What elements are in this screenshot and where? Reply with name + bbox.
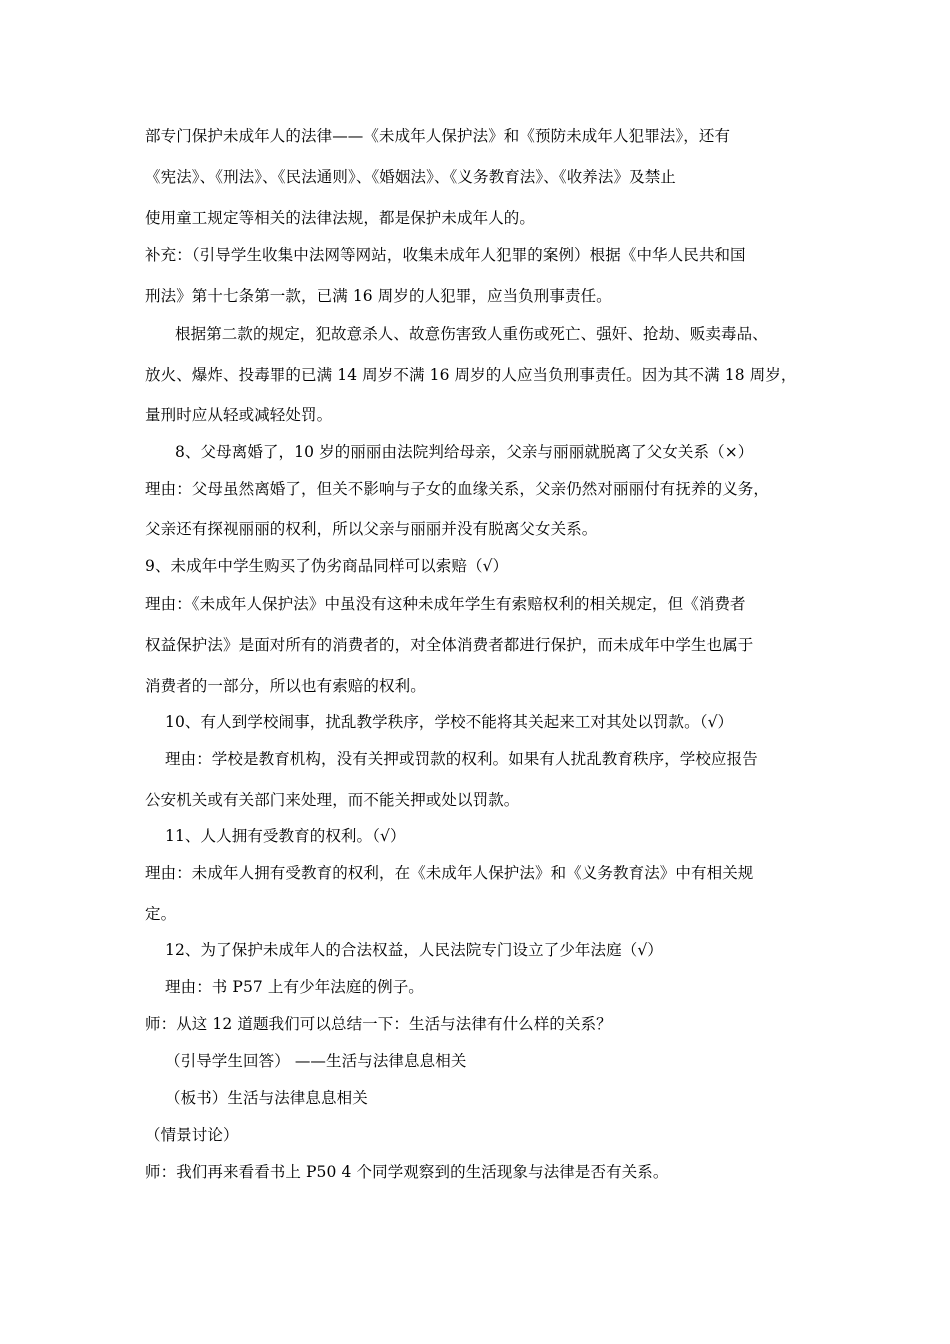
text-line-1: 部专门保护未成年人的法律——《未成年人保护法》和《预防未成年人犯罪法》，还有	[145, 127, 731, 145]
text-line-19: 11、人人拥有受教育的权利。（√）	[165, 827, 406, 845]
text-line-17: 理由：学校是教育机构，没有关押或罚款的权利。如果有人扰乱教育秩序，学校应报告	[165, 750, 758, 768]
text-line-22: 12、为了保护未成年人的合法权益，人民法院专门设立了少年法庭（√）	[165, 941, 663, 959]
text-line-4: 补充：（引导学生收集中法网等网站，收集未成年人犯罪的案例）根据《中华人民共和国	[145, 246, 746, 264]
text-line-7: 放火、爆炸、投毒罪的已满 14 周岁不满 16 周岁的人应当负刑事责任。因为其不满 18 周岁，	[145, 366, 797, 384]
text-line-15: 消费者的一部分，所以也有索赔的权利。	[145, 677, 426, 695]
text-line-8: 量刑时应从轻或减轻处罚。	[145, 406, 333, 424]
text-line-9: 8、父母离婚了，10 岁的丽丽由法院判给母亲，父亲与丽丽就脱离了父女关系（×）	[175, 443, 754, 461]
text-line-27: （情景讨论）	[145, 1126, 239, 1144]
text-line-6: 根据第二款的规定，犯故意杀人、故意伤害致人重伤或死亡、强奸、抢劫、贩卖毒品、	[175, 325, 768, 343]
text-line-12: 9、未成年中学生购买了伪劣商品同样可以索赔（√）	[145, 557, 509, 575]
text-line-16: 10、有人到学校闹事，扰乱教学秩序，学校不能将其关起来工对其处以罚款。（√）	[165, 713, 734, 731]
text-line-24: 师：从这 12 道题我们可以总结一下：生活与法律有什么样的关系？	[145, 1015, 612, 1033]
text-line-26: （板书）生活与法律息息相关	[165, 1089, 368, 1107]
text-line-20: 理由：未成年人拥有受教育的权利，在《未成年人保护法》和《义务教育法》中有相关规	[145, 864, 754, 882]
text-line-23: 理由：书 P57 上有少年法庭的例子。	[165, 978, 424, 996]
text-line-28: 师：我们再来看看书上 P50 4 个同学观察到的生活现象与法律是否有关系。	[145, 1163, 669, 1181]
text-line-2: 《宪法》、《刑法》、《民法通则》、《婚姻法》、《义务教育法》、《收养法》及禁止	[145, 168, 676, 186]
text-line-13: 理由：《未成年人保护法》中虽没有这种未成年学生有索赔权利的相关规定，但《消费者	[145, 595, 746, 613]
text-line-11: 父亲还有探视丽丽的权利，所以父亲与丽丽并没有脱离父女关系。	[145, 520, 598, 538]
text-line-21: 定。	[145, 905, 177, 923]
text-line-10: 理由：父母虽然离婚了，但关不影响与子女的血缘关系，父亲仍然对丽丽付有抚养的义务，	[145, 480, 770, 498]
text-line-18: 公安机关或有关部门来处理，而不能关押或处以罚款。	[145, 791, 520, 809]
text-line-3: 使用童工规定等相关的法律法规，都是保护未成年人的。	[145, 209, 536, 227]
text-line-14: 权益保护法》是面对所有的消费者的，对全体消费者都进行保护，而未成年中学生也属于	[145, 636, 754, 654]
text-line-5: 刑法》第十七条第一款，已满 16 周岁的人犯罪，应当负刑事责任。	[145, 287, 612, 305]
text-line-25: （引导学生回答） ——生活与法律息息相关	[165, 1052, 467, 1070]
